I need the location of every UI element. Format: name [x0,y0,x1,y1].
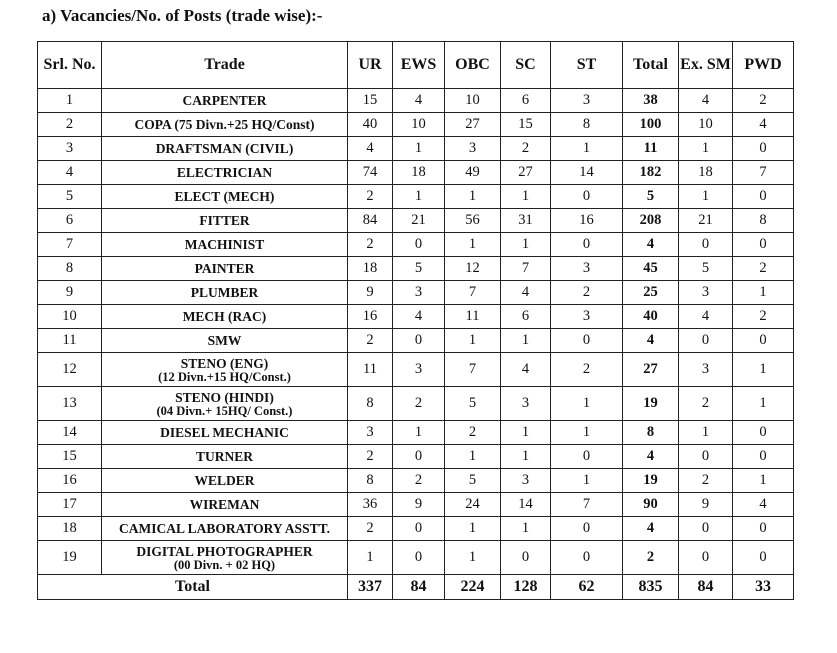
cell-obc: 56 [445,209,501,233]
cell-ur: 15 [348,89,393,113]
row-trade [102,305,348,329]
table-row [38,185,794,209]
table-row [38,281,794,305]
row-srl-no: 10 [38,305,102,329]
cell-pwd: 0 [733,137,794,161]
total-ur: 337 [348,575,393,600]
cell-st: 1 [551,137,623,161]
cell-sc: 6 [501,89,551,113]
cell-exsm: 1 [679,185,733,209]
cell-obc: 2 [445,421,501,445]
cell-pwd: 1 [733,469,794,493]
row-trade [102,469,348,493]
total-total: 835 [623,575,679,600]
table-row [38,329,794,353]
trade-name: DIGITAL PHOTOGRAPHER [136,543,313,559]
cell-exsm: 1 [679,421,733,445]
cell-st: 7 [551,493,623,517]
cell-exsm: 2 [679,387,733,421]
trade-name: DRAFTSMAN (CIVIL) [155,141,294,156]
trade-subtitle: (04 Divn.+ 15HQ/ Const.) [156,403,293,418]
cell-sc: 0 [501,541,551,575]
cell-ews: 3 [393,281,445,305]
row-srl-no: 4 [38,161,102,185]
header-ur: UR [348,42,393,89]
cell-sc: 3 [501,469,551,493]
cell-st: 3 [551,305,623,329]
cell-obc: 5 [445,469,501,493]
cell-ur: 2 [348,185,393,209]
cell-obc: 3 [445,137,501,161]
cell-pwd: 4 [733,493,794,517]
cell-pwd: 0 [733,329,794,353]
row-trade [102,387,348,421]
header-row [38,42,794,89]
cell-ews: 3 [393,353,445,387]
cell-ews: 0 [393,233,445,257]
cell-ews: 1 [393,185,445,209]
cell-ur: 36 [348,493,393,517]
cell-obc: 1 [445,185,501,209]
cell-pwd: 2 [733,305,794,329]
table-row [38,387,794,421]
cell-ur: 4 [348,137,393,161]
cell-ur: 40 [348,113,393,137]
cell-exsm: 1 [679,137,733,161]
cell-st: 1 [551,421,623,445]
table-row [38,469,794,493]
cell-ews: 5 [393,257,445,281]
cell-total: 45 [623,257,679,281]
cell-exsm: 3 [679,281,733,305]
cell-ur: 2 [348,329,393,353]
trade-name: PAINTER [194,261,255,276]
row-trade [102,113,348,137]
cell-ur: 8 [348,387,393,421]
cell-sc: 2 [501,137,551,161]
row-srl-no: 8 [38,257,102,281]
cell-exsm: 5 [679,257,733,281]
vacancies-table [37,41,794,600]
cell-st: 0 [551,329,623,353]
trade-name: CARPENTER [182,93,267,108]
table-row [38,493,794,517]
total-row [38,575,794,600]
row-srl-no: 5 [38,185,102,209]
cell-ews: 4 [393,305,445,329]
header-sc: SC [501,42,551,89]
cell-sc: 1 [501,329,551,353]
row-srl-no: 15 [38,445,102,469]
row-srl-no: 18 [38,517,102,541]
header-total: Total [623,42,679,89]
cell-total: 25 [623,281,679,305]
cell-sc: 27 [501,161,551,185]
row-trade [102,493,348,517]
header-pwd: PWD [733,42,794,89]
trade-name: TURNER [195,449,253,464]
cell-ur: 9 [348,281,393,305]
trade-name: WELDER [194,473,255,488]
cell-ur: 3 [348,421,393,445]
row-trade [102,185,348,209]
cell-st: 2 [551,353,623,387]
cell-exsm: 0 [679,445,733,469]
cell-obc: 27 [445,113,501,137]
cell-obc: 24 [445,493,501,517]
cell-exsm: 21 [679,209,733,233]
cell-ur: 84 [348,209,393,233]
cell-pwd: 2 [733,89,794,113]
cell-pwd: 2 [733,257,794,281]
row-trade [102,257,348,281]
table-row [38,305,794,329]
cell-obc: 49 [445,161,501,185]
table-row [38,161,794,185]
cell-total: 19 [623,387,679,421]
cell-ur: 16 [348,305,393,329]
row-trade [102,445,348,469]
trade-name: ELECT (MECH) [174,189,275,204]
cell-obc: 7 [445,281,501,305]
row-srl-no: 3 [38,137,102,161]
row-srl-no: 11 [38,329,102,353]
cell-ews: 21 [393,209,445,233]
cell-exsm: 0 [679,329,733,353]
row-srl-no: 7 [38,233,102,257]
cell-pwd: 0 [733,233,794,257]
cell-ews: 2 [393,387,445,421]
trade-name: DIESEL MECHANIC [160,425,289,440]
cell-st: 1 [551,387,623,421]
cell-total: 4 [623,445,679,469]
cell-total: 182 [623,161,679,185]
cell-ews: 1 [393,137,445,161]
cell-total: 90 [623,493,679,517]
total-ews: 84 [393,575,445,600]
cell-total: 4 [623,233,679,257]
cell-ur: 2 [348,233,393,257]
cell-pwd: 0 [733,185,794,209]
cell-pwd: 7 [733,161,794,185]
cell-st: 0 [551,517,623,541]
cell-total: 2 [623,541,679,575]
cell-pwd: 1 [733,281,794,305]
cell-total: 5 [623,185,679,209]
row-srl-no: 17 [38,493,102,517]
cell-sc: 7 [501,257,551,281]
cell-ur: 1 [348,541,393,575]
cell-sc: 4 [501,353,551,387]
cell-sc: 15 [501,113,551,137]
cell-total: 11 [623,137,679,161]
cell-st: 0 [551,541,623,575]
cell-st: 2 [551,281,623,305]
trade-name: SMW [207,333,242,348]
cell-ews: 9 [393,493,445,517]
section-heading: a) Vacancies/No. of Posts (trade wise):- [42,6,323,25]
cell-obc: 7 [445,353,501,387]
cell-st: 3 [551,257,623,281]
row-trade [102,421,348,445]
cell-sc: 6 [501,305,551,329]
cell-pwd: 1 [733,387,794,421]
header-ews: EWS [393,42,445,89]
header-obc: OBC [445,42,501,89]
total-label: Total [38,575,348,600]
cell-pwd: 4 [733,113,794,137]
cell-sc: 1 [501,421,551,445]
cell-st: 8 [551,113,623,137]
trade-subtitle: (12 Divn.+15 HQ/Const.) [158,369,291,384]
cell-exsm: 3 [679,353,733,387]
trade-name: CAMICAL LABORATORY ASSTT. [119,521,330,536]
cell-pwd: 0 [733,421,794,445]
cell-exsm: 4 [679,89,733,113]
table-body [38,89,794,575]
header-ex-sm: Ex. SM [679,42,733,89]
row-trade [102,329,348,353]
row-srl-no: 9 [38,281,102,305]
cell-sc: 1 [501,445,551,469]
cell-total: 19 [623,469,679,493]
cell-ews: 0 [393,517,445,541]
row-trade [102,137,348,161]
cell-exsm: 18 [679,161,733,185]
cell-exsm: 0 [679,541,733,575]
trade-name: MECH (RAC) [182,309,267,324]
row-trade [102,281,348,305]
row-srl-no: 12 [38,353,102,387]
cell-exsm: 9 [679,493,733,517]
total-pwd: 33 [733,575,794,600]
trade-subtitle: (00 Divn. + 02 HQ) [173,557,276,572]
cell-total: 4 [623,329,679,353]
trade-name: STENO (HINDI) [175,389,274,405]
row-trade [102,209,348,233]
cell-total: 38 [623,89,679,113]
row-srl-no: 6 [38,209,102,233]
trade-name: MACHINIST [184,237,265,252]
cell-sc: 1 [501,517,551,541]
header-srl-no: Srl. No. [38,42,102,89]
cell-ur: 11 [348,353,393,387]
row-srl-no: 1 [38,89,102,113]
cell-ews: 18 [393,161,445,185]
cell-exsm: 0 [679,233,733,257]
cell-ews: 10 [393,113,445,137]
cell-sc: 1 [501,233,551,257]
cell-st: 0 [551,185,623,209]
table-row [38,209,794,233]
row-trade [102,89,348,113]
header-st: ST [551,42,623,89]
table-row [38,257,794,281]
trade-name: COPA (75 Divn.+25 HQ/Const) [134,117,315,132]
cell-pwd: 1 [733,353,794,387]
row-srl-no: 16 [38,469,102,493]
cell-sc: 14 [501,493,551,517]
cell-ews: 0 [393,445,445,469]
cell-sc: 31 [501,209,551,233]
cell-total: 4 [623,517,679,541]
cell-ews: 0 [393,541,445,575]
cell-ews: 4 [393,89,445,113]
table-row [38,233,794,257]
cell-total: 27 [623,353,679,387]
cell-ur: 2 [348,517,393,541]
cell-st: 14 [551,161,623,185]
header-trade: Trade [102,42,348,89]
trade-name: PLUMBER [190,285,259,300]
table-row [38,89,794,113]
row-trade [102,161,348,185]
row-trade [102,517,348,541]
row-srl-no: 2 [38,113,102,137]
cell-obc: 11 [445,305,501,329]
cell-total: 100 [623,113,679,137]
trade-name: ELECTRICIAN [176,165,273,180]
cell-pwd: 0 [733,445,794,469]
row-trade [102,233,348,257]
row-srl-no: 14 [38,421,102,445]
cell-st: 16 [551,209,623,233]
total-st: 62 [551,575,623,600]
cell-sc: 3 [501,387,551,421]
cell-pwd: 8 [733,209,794,233]
cell-obc: 5 [445,387,501,421]
cell-total: 8 [623,421,679,445]
cell-pwd: 0 [733,517,794,541]
cell-obc: 1 [445,329,501,353]
trade-name: FITTER [199,213,250,228]
cell-ur: 74 [348,161,393,185]
row-srl-no: 19 [38,541,102,575]
row-trade [102,541,348,575]
cell-ur: 8 [348,469,393,493]
table-row [38,137,794,161]
cell-ews: 1 [393,421,445,445]
cell-total: 208 [623,209,679,233]
cell-ews: 0 [393,329,445,353]
table-row [38,517,794,541]
trade-name: WIREMAN [189,497,260,512]
cell-exsm: 4 [679,305,733,329]
cell-obc: 1 [445,233,501,257]
cell-st: 0 [551,445,623,469]
table-row [38,353,794,387]
cell-ews: 2 [393,469,445,493]
cell-st: 3 [551,89,623,113]
cell-obc: 1 [445,517,501,541]
row-srl-no: 13 [38,387,102,421]
cell-st: 0 [551,233,623,257]
table-row [38,421,794,445]
table-row [38,445,794,469]
total-ex-sm: 84 [679,575,733,600]
cell-obc: 12 [445,257,501,281]
total-sc: 128 [501,575,551,600]
cell-ur: 2 [348,445,393,469]
cell-exsm: 2 [679,469,733,493]
cell-exsm: 0 [679,517,733,541]
cell-ur: 18 [348,257,393,281]
cell-obc: 10 [445,89,501,113]
cell-pwd: 0 [733,541,794,575]
trade-name: STENO (ENG) [180,355,269,371]
cell-obc: 1 [445,541,501,575]
table-row [38,113,794,137]
cell-exsm: 10 [679,113,733,137]
table-row [38,541,794,575]
cell-total: 40 [623,305,679,329]
cell-sc: 1 [501,185,551,209]
cell-st: 1 [551,469,623,493]
row-trade [102,353,348,387]
cell-sc: 4 [501,281,551,305]
total-obc: 224 [445,575,501,600]
cell-obc: 1 [445,445,501,469]
